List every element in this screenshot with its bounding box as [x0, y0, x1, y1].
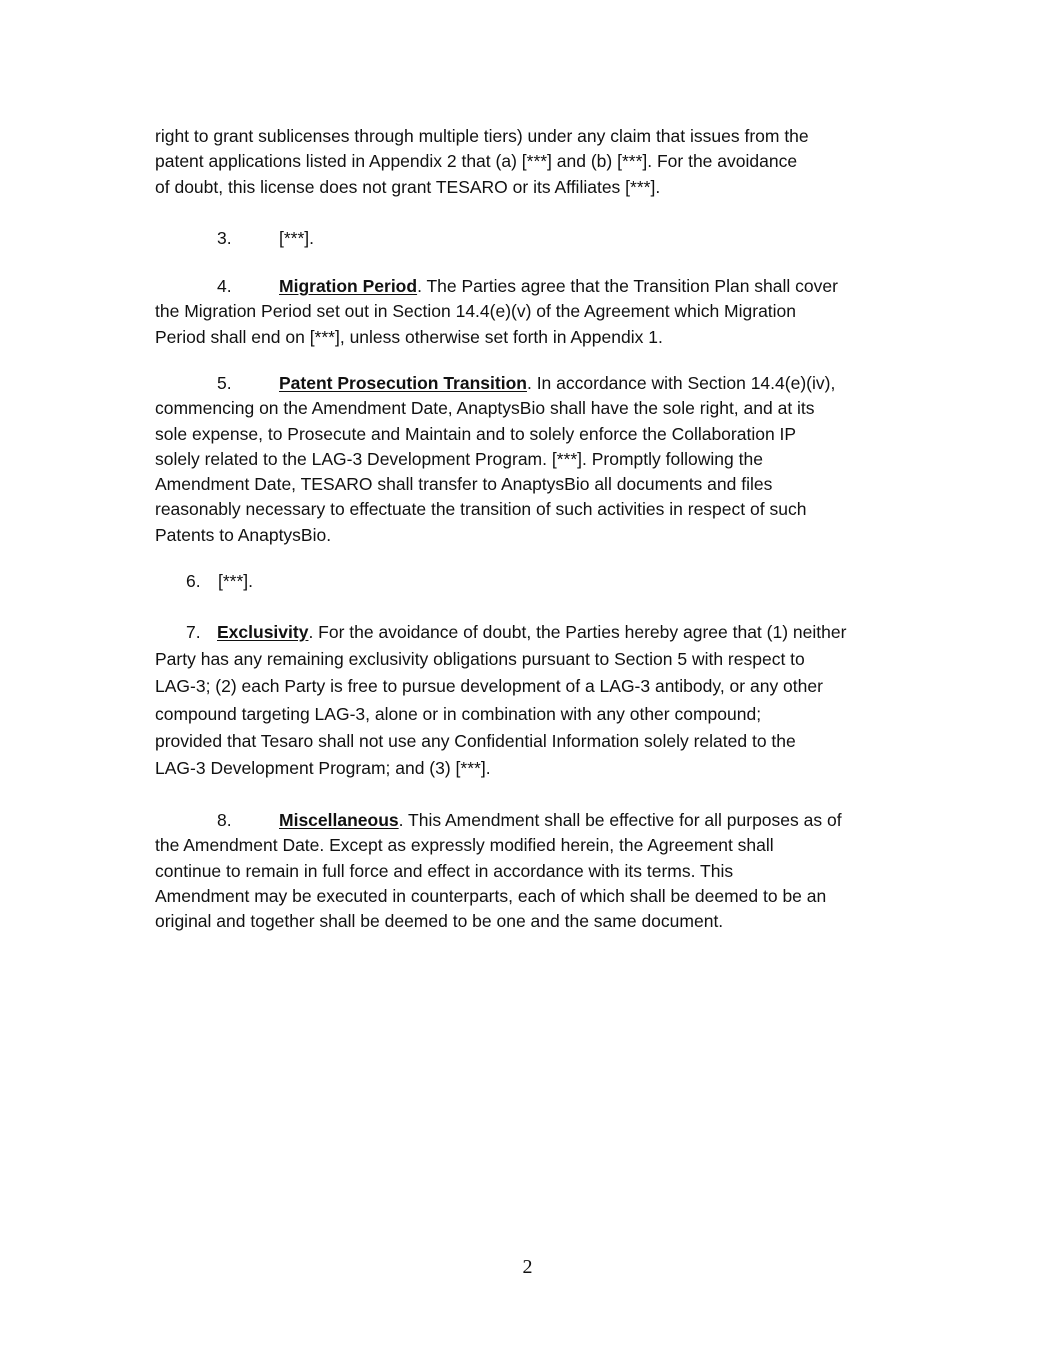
paragraph-line: LAG-3; (2) each Party is free to pursue development of a LAG-3 antibody, or any other — [155, 676, 823, 697]
section-3-text: [***]. — [279, 228, 315, 248]
paragraph-line: LAG-3 Development Program; and (3) [***]. — [155, 757, 491, 778]
paragraph-line: Amendment may be executed in counterparts, each of which shall be deemed to be an — [155, 885, 827, 906]
section-4-number: 4. — [217, 276, 232, 296]
paragraph-line: continue to remain in full force and effect in accordance with its terms. This — [155, 860, 734, 881]
section-5-number: 5. — [217, 373, 232, 393]
section-8-heading: Miscellaneous — [279, 810, 399, 830]
paragraph-line: Patents to AnaptysBio. — [155, 524, 332, 545]
section-8-number: 8. — [217, 810, 232, 830]
section-6 — [155, 569, 900, 594]
section-4-first-line — [155, 274, 900, 299]
section-8-first-line-text: . This Amendment shall be effective for all purposes as of — [398, 810, 842, 830]
section-7 — [155, 619, 900, 782]
section-5-first-line — [155, 371, 900, 396]
section-6-text: [***]. — [218, 571, 254, 591]
paragraph-line: commencing on the Amendment Date, AnaptysBio shall have the sole right, and at its — [155, 398, 815, 419]
paragraph-line: sole expense, to Prosecute and Maintain and to solely enforce the Collaboration IP — [155, 423, 797, 444]
paragraph-line: provided that Tesaro shall not use any Confidential Information solely related to the — [155, 730, 796, 751]
intro-paragraph — [155, 124, 900, 200]
section-7-first-line — [155, 619, 900, 646]
section-6-number: 6. — [186, 571, 201, 591]
section-7-heading: Exclusivity — [217, 622, 309, 642]
paragraph-line: right to grant sublicenses through multiple tiers) under any claim that issues from the — [155, 126, 809, 146]
page-number: 2 — [522, 1256, 533, 1278]
paragraph-line: Amendment Date, TESARO shall transfer to AnaptysBio all documents and files — [155, 474, 773, 495]
section-7-first-line-text: . For the avoidance of doubt, the Parties hereby agree that (1) neither — [308, 622, 847, 642]
section-6-line — [155, 569, 900, 594]
section-5-first-line-text: . In accordance with Section 14.4(e)(iv), — [526, 373, 836, 393]
paragraph-line: patent applications listed in Appendix 2 that (a) [***] and (b) [***]. For the avoidance — [155, 151, 798, 172]
section-4 — [155, 274, 900, 350]
section-7-number: 7. — [186, 622, 201, 642]
paragraph-line: Period shall end on [***], unless otherwise set forth in Appendix 1. — [155, 326, 663, 347]
paragraph-line: the Migration Period set out in Section 14.4(e)(v) of the Agreement which Migration — [155, 301, 797, 322]
section-8-first-line — [155, 808, 900, 833]
paragraph-line: compound targeting LAG-3, alone or in combination with any other compound; — [155, 703, 762, 724]
section-3-number: 3. — [217, 228, 232, 248]
paragraph-line: of doubt, this license does not grant TESARO or its Affiliates [***]. — [155, 176, 661, 197]
section-4-first-line-text: . The Parties agree that the Transition Plan shall cover — [417, 276, 838, 296]
paragraph-line: original and together shall be deemed to be one and the same document. — [155, 911, 724, 932]
section-4-heading: Migration Period — [279, 276, 418, 296]
section-3 — [155, 226, 900, 251]
paragraph-line: reasonably necessary to effectuate the transition of such activities in respect of such — [155, 499, 807, 520]
paragraph-line: Party has any remaining exclusivity obligations pursuant to Section 5 with respect to — [155, 649, 805, 670]
section-3-line — [155, 226, 900, 251]
section-8 — [155, 808, 900, 934]
paragraph-line: solely related to the LAG-3 Development Program. [***]. Promptly following the — [155, 448, 763, 469]
paragraph-line: the Amendment Date. Except as expressly modified herein, the Agreement shall — [155, 835, 774, 856]
section-5-heading: Patent Prosecution Transition — [279, 373, 527, 393]
section-5 — [155, 371, 900, 548]
